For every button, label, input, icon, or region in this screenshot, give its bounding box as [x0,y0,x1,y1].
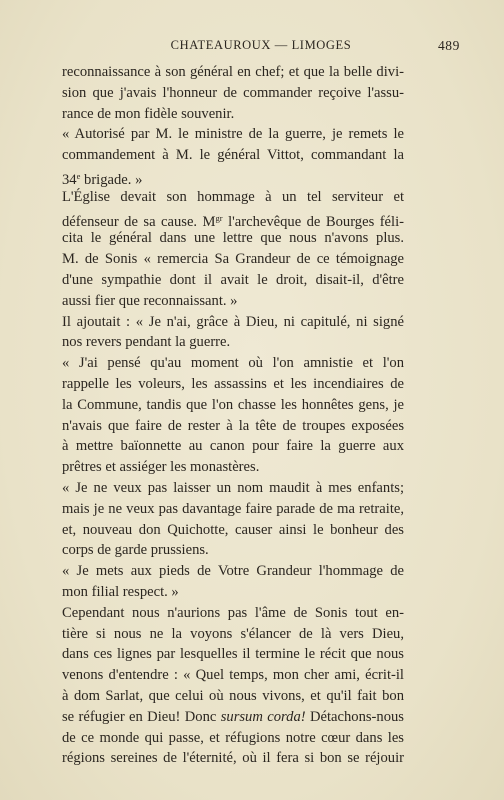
brigade-text: brigade. » [80,171,143,188]
text-line: sion que j'avais l'honneur de commander reçoive l'assu- [62,84,404,101]
text-line: de ce monde qui passe, et réfugions notre cœur dans les [62,729,404,746]
text-line: tière si nous ne la voyons s'élancer de là vers Dieu, [62,625,404,642]
text-line: régions sereines de l'éternité, où il fera si bon se réjouir [62,750,404,767]
text-line: commandement à M. le général Vittot, commandant la [62,147,404,164]
page-header [62,38,460,58]
body-text [62,62,404,769]
text-fragment: se réfugier en Dieu! Donc [62,708,221,725]
text-line: venons d'entendre : « Quel temps, mon cher ami, écrit-il [62,667,404,684]
text-line: mon filial respect. » [62,583,179,600]
text-line: aussi fier que reconnaissant. » [62,292,238,309]
text-line: « Autorisé par M. le ministre de la guerre, je remets le [62,126,404,143]
text-line: prêtres et assiéger les monastères. [62,459,260,476]
sursum-corda-italic: sursum corda! [220,708,306,725]
text-line: « Je mets aux pieds de Votre Grandeur l'hommage de [62,563,404,580]
text-fragment: défenseur de sa cause. M [62,213,216,230]
text-line: et, nouveau don Quichotte, causer ainsi le bonheur des [62,521,404,538]
text-line: reconnaissance à son général en chef; et que la belle divi- [62,64,404,80]
text-fragment: l'archevêque de Bourges féli- [222,213,405,230]
text-line: nos revers pendant la guerre. [62,334,231,351]
text-line: « J'ai pensé qu'au moment où l'on amnistie et l'on [62,355,404,372]
text-line: M. de Sonis « remercia Sa Grandeur de ce témoignage [62,251,404,268]
text-line: rance de mon fidèle souvenir. [62,105,235,122]
monseigneur-superscript: gr [215,212,223,223]
text-line-monseigneur [62,208,404,229]
text-line: à mettre baïonnette au canon pour faire la guerre aux [62,438,404,455]
page-number: 489 [437,38,460,53]
running-title: CHATEAUROUX — LIMOGES [170,38,352,52]
text-line: Il ajoutait : « Je n'ai, grâce à Dieu, ni capitulé, ni signé [62,313,404,330]
text-line: n'avais que faire de rester à la tête de troupes exposées [62,417,404,434]
text-line-brigade [62,166,404,187]
text-line: dans ces lignes par lesquelles il termine le récit que nous [62,646,404,663]
text-line: corps de garde prussiens. [62,542,209,559]
text-fragment: Détachons-nous [305,708,404,725]
ordinal-superscript: e [76,170,81,181]
text-line: cita le général dans une lettre que nous n'avons plus. [62,230,404,247]
text-line: à dom Sarlat, que celui où nous vivons, et qu'il fait bon [62,687,404,704]
text-line: mais je ne veux pas davantage faire parade de ma retraite, [62,500,404,517]
text-line: la Commune, tandis que l'on chasse les honnêtes gens, je [62,396,404,413]
text-line: « Je ne veux pas laisser un nom maudit à mes enfants; [62,479,404,496]
text-line: rappelle les voleurs, les assassins et les incendiaires de [62,375,404,392]
text-line: d'une sympathie dont il avait le droit, disait-il, d'être [62,271,404,288]
text-line-sursum [62,707,404,728]
brigade-number: 34 [62,171,77,188]
text-line: L'Église devait son hommage à un tel serviteur et [62,188,404,205]
text-line: Cependant nous n'aurions pas l'âme de Sonis tout en- [62,604,404,621]
